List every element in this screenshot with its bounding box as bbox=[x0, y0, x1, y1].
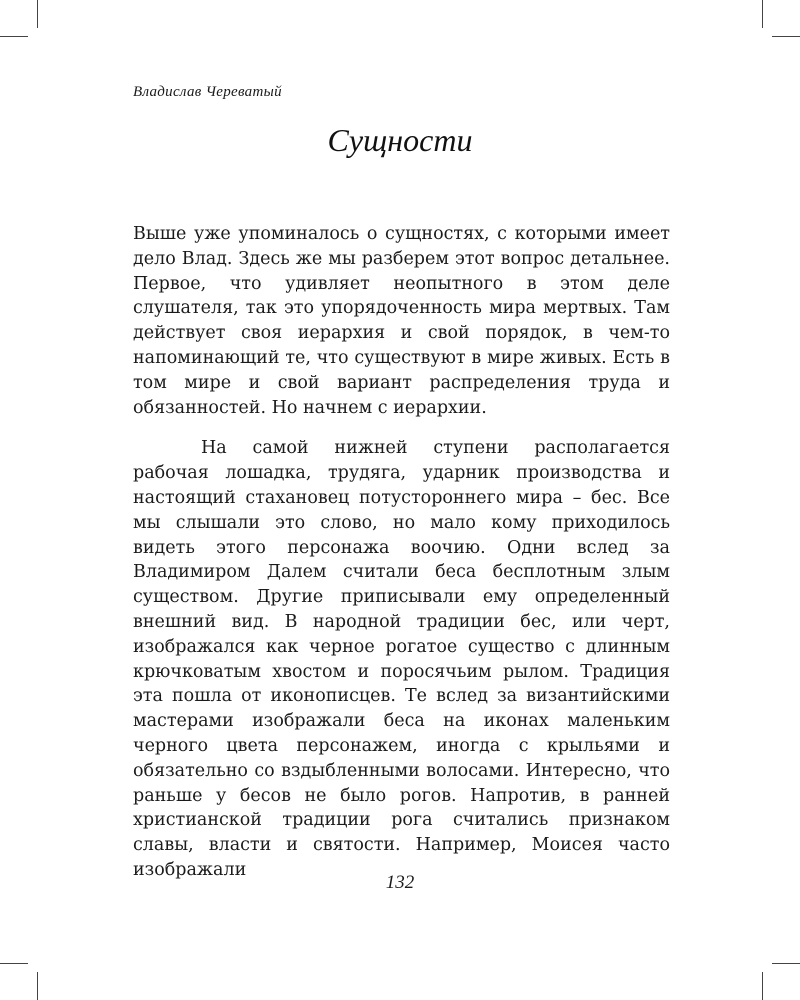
body-text bbox=[133, 222, 670, 883]
crop-mark-bottom-left-h bbox=[0, 963, 28, 964]
crop-mark-bottom-right-v bbox=[762, 972, 763, 1000]
paragraph-1: Выше уже упоминалось о сущностях, с которыми имеет дело Влад. Здесь же мы разберем этот вопрос детальнее. Первое, что удивляет неопытного в этом деле слушателя, так это упорядоченность мира мертвых. Там действует своя иерархия и свой порядок, в чем-то напоминающий те, что существуют в мире живых. Есть в том мире и свой вариант распределения труда и обязанностей. Но начнем с иерархии. bbox=[133, 224, 670, 418]
running-head: Владислав Череватый bbox=[133, 84, 282, 100]
paragraph-2: На самой нижней ступени располагается рабочая лошадка, трудяга, ударник производства и настоящий стахановец потустороннего мира – бес. Все мы слышали это слово, но мало кому приходилось видеть этого персонажа воочию. Одни вслед за Владимиром Далем считали беса бесплотным злым существом. Другие приписывали ему определенный внешний вид. В народной традиции бес, или черт, изображался как черное рогатое существо с длинным крючковатым хвостом и поросячьим рылом. Традиция эта пошла от иконописцев. Те вслед за византийскими мастерами изображали беса на иконах маленьким черного цвета персонажем, иногда с крыльями и обязательно со вздыбленными волосами. Интересно, что раньше у бесов не было рогов. Напротив, в ранней христианской традиции рога считались признаком славы, власти и святости. Например, Моисея часто изображали bbox=[133, 438, 670, 880]
chapter-title: Сущности bbox=[327, 122, 473, 158]
crop-mark-top-right-v bbox=[762, 0, 763, 28]
crop-mark-top-right-h bbox=[772, 36, 800, 37]
crop-mark-top-left-h bbox=[0, 36, 28, 37]
crop-mark-bottom-left-v bbox=[37, 972, 38, 1000]
crop-mark-top-left-v bbox=[37, 0, 38, 28]
crop-mark-bottom-right-h bbox=[772, 963, 800, 964]
page-number: 132 bbox=[385, 872, 415, 893]
